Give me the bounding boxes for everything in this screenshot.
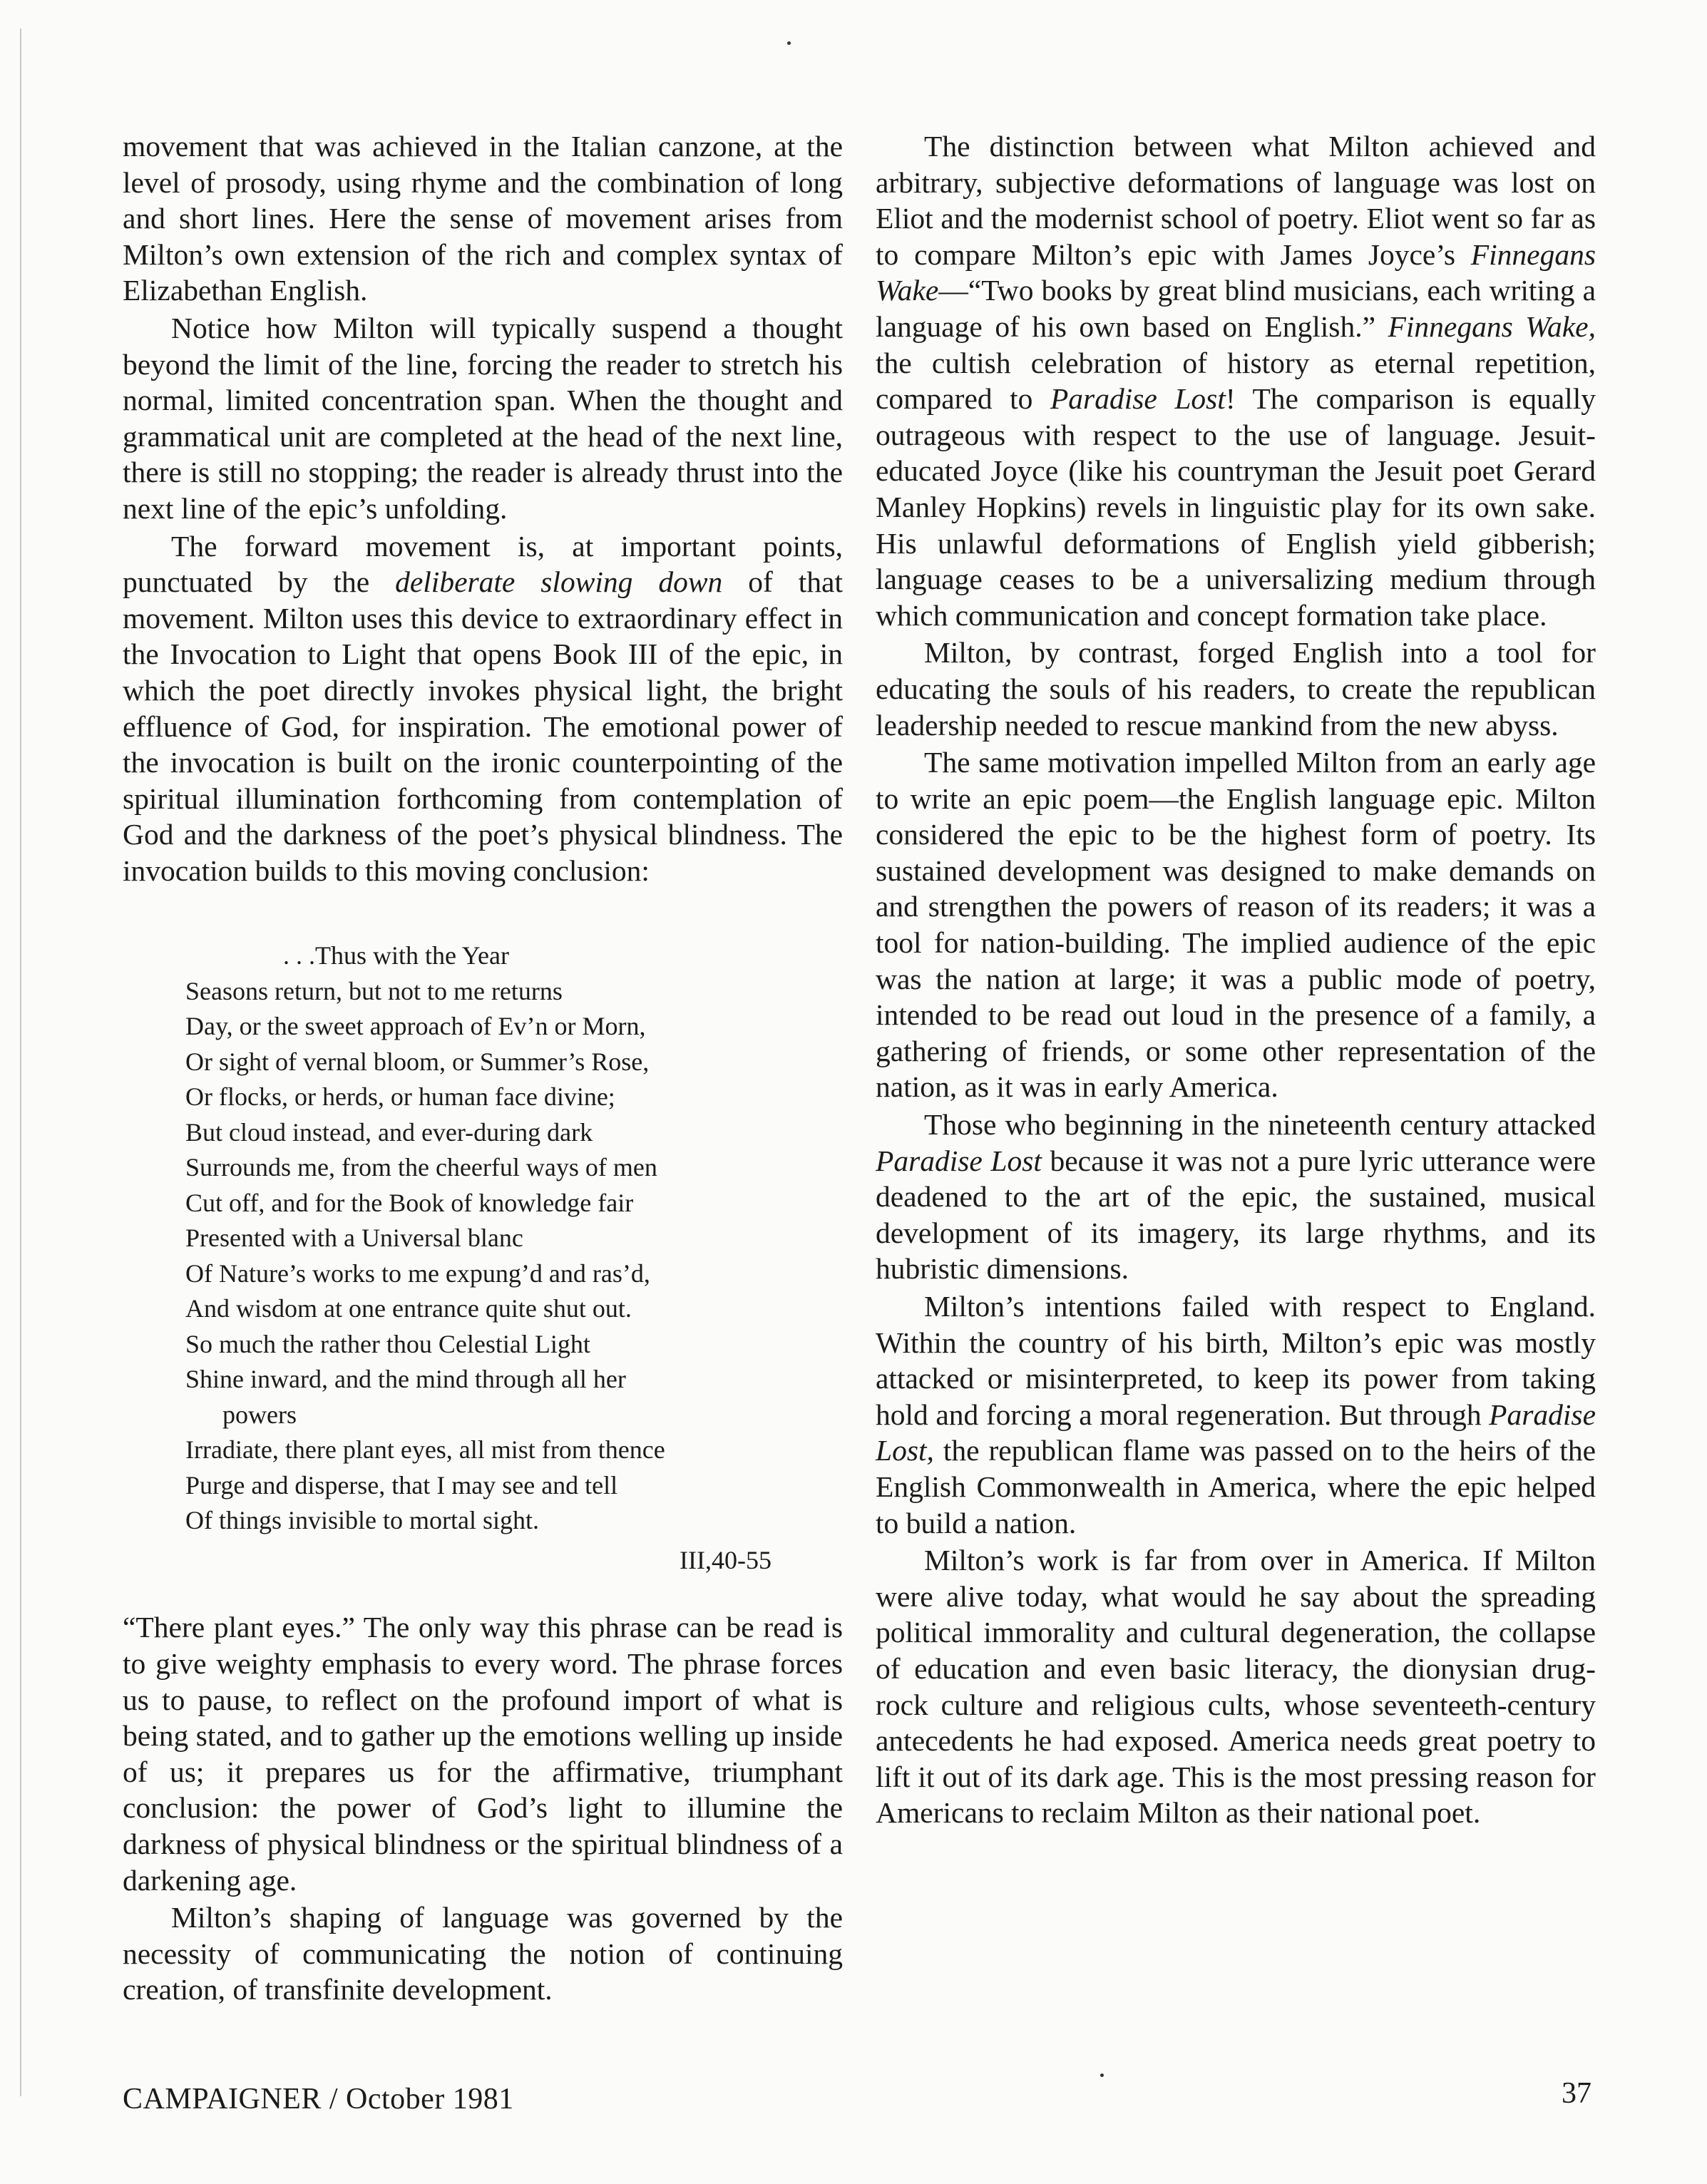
verse-line: So much the rather thou Celestial Light (185, 1329, 590, 1358)
verse-line: Irradiate, there plant eyes, all mist from thence (185, 1435, 665, 1465)
verse-line: And wisdom at one entrance quite shut out. (185, 1294, 632, 1323)
verse-line: Or flocks, or herds, or human face divine; (185, 1082, 615, 1112)
paragraph: Milton’s shaping of language was governed by the necessity of communicating the notion of continuing creation, of transfinite development. (123, 1901, 843, 2006)
paragraph: movement that was achieved in the Italian canzone, at the level of prosody, using rhyme and the combination of long and short lines. Here the sense of movement arises from Milton’s own extension of the rich and complex syntax of Elizabethan English. (123, 130, 843, 307)
verse-line: Seasons return, but not to me returns (185, 976, 563, 1005)
footer-publication: CAMPAIGNER / October 1981 (123, 2083, 514, 2116)
page-edge-line (20, 29, 21, 2096)
verse-line: Surrounds me, from the cheerful ways of men (185, 1153, 657, 1182)
verse-line: Of Nature’s works to me expung’d and ras’d, (185, 1258, 650, 1288)
verse-line: Of things invisible to mortal sight. (185, 1506, 539, 1535)
paragraph: The distinction between what Milton achieved and arbitrary, subjective deformations of language was lost on Eliot and the modernist school of poetry. Eliot went so far as to compare Milton’s epic with James Joyce’s Finnegans Wake—“Two books by great blind musicians, each writing a language of his own based on English.” Finnegans Wake, the cultish celebration of history as eternal repetition, compared to Paradise Lost! The comparison is equally outrageous with respect to the use of language. Jesuit-educated Joyce (like his countryman the Jesuit poet Gerard Manley Hopkins) revels in linguistic play for its own sake. His unlawful deformations of English yield gibberish; language ceases to be a universalizing medium through which communication and concept formation take place. (876, 130, 1596, 632)
verse-line: powers (222, 1400, 297, 1429)
verse-line: But cloud instead, and ever-during dark (185, 1117, 593, 1147)
paragraph: The forward movement is, at important points, punctuated by the deliberate slowing down of that movement. Milton uses this device to extraordinary effect in the Invocation to Light that opens Book III of the epic, in which the poet directly invokes physical light, the bright effluence of God, for inspiration. The emotional power of the invocation is built on the ironic counterpointing of the spiritual illumination forthcoming from contemplation of God and the darkness of the poet’s physical blindness. The invocation builds to this moving conclusion: (123, 529, 843, 887)
scan-speck (1100, 2073, 1104, 2077)
verse-line: Purge and disperse, that I may see and tell (185, 1470, 618, 1499)
paragraph: Notice how Milton will typically suspend a thought beyond the limit of the line, forcing the reader to stretch his normal, limited concentration span. When the thought and grammatical unit are completed at the head of the next line, there is still no stopping; the reader is already thrust into the next line of the epic’s unfolding. (123, 311, 843, 525)
verse-line: Day, or the sweet approach of Ev’n or Morn, (185, 1012, 646, 1041)
verse-line: Presented with a Universal blanc (185, 1224, 523, 1253)
quote-citation: III,40-55 (680, 1545, 772, 1574)
verse-line: Shine inward, and the mind through all her (185, 1365, 626, 1394)
verse-line: . . .Thus with the Year (283, 941, 509, 970)
paragraph: Milton’s work is far from over in America. If Milton were alive today, what would he say about the spreading political immorality and cultural degeneration, the collapse of education and even basic literacy, the dionysian drug-rock culture and religious cults, whose seventeeth-century antecedents he had exposed. America needs great poetry to lift it out of its dark age. This is the most pressing reason for Americans to reclaim Milton as their national poet. (876, 1544, 1596, 1830)
verse-line: Cut off, and for the Book of knowledge fair (185, 1188, 634, 1217)
verse-quotation (123, 938, 843, 1578)
paragraph: The same motivation impelled Milton from an early age to write an epic poem—the English language epic. Milton considered the epic to be the highest form of poetry. Its sustained development was designed to make demands on and strengthen the powers of reason of its readers; it was a tool for nation-building. The implied audience of the epic was the nation at large; it was a public mode of poetry, intended to be read out loud in the presence of a family, a gathering of friends, or some other representation of the nation, as it was in early America. (876, 746, 1596, 1104)
scan-speck (787, 41, 791, 45)
paragraph: Milton’s intentions failed with respect to England. Within the country of his birth, Milton’s epic was mostly attacked or misinterpreted, to keep its power from taking hold and forcing a moral regeneration. But through Paradise Lost, the republican flame was passed on to the heirs of the English Commonwealth in America, where the epic helped to build a nation. (876, 1290, 1596, 1539)
left-column (123, 128, 843, 2008)
paragraph: Milton, by contrast, forged English into a tool for educating the souls of his readers, to create the republican leadership needed to rescue mankind from the new abyss. (876, 636, 1596, 742)
page-number: 37 (1562, 2077, 1591, 2110)
right-column (876, 128, 1596, 1831)
paragraph: Those who beginning in the nineteenth century attacked Paradise Lost because it was not a pure lyric utterance were deadened to the art of the epic, the sustained, musical development of its imagery, its large rhythms, and its hubristic dimensions. (876, 1108, 1596, 1286)
paragraph: “There plant eyes.” The only way this phrase can be read is to give weighty emphasis to every word. The phrase forces us to pause, to reflect on the profound import of what is being stated, and to gather up the emotions welling up inside of us; it prepares us for the affirmative, triumphant conclusion: the power of God’s light to illumine the darkness of physical blindness or the spiritual blindness of a darkening age. (123, 1611, 843, 1897)
verse-line: Or sight of vernal bloom, or Summer’s Rose, (185, 1047, 650, 1076)
